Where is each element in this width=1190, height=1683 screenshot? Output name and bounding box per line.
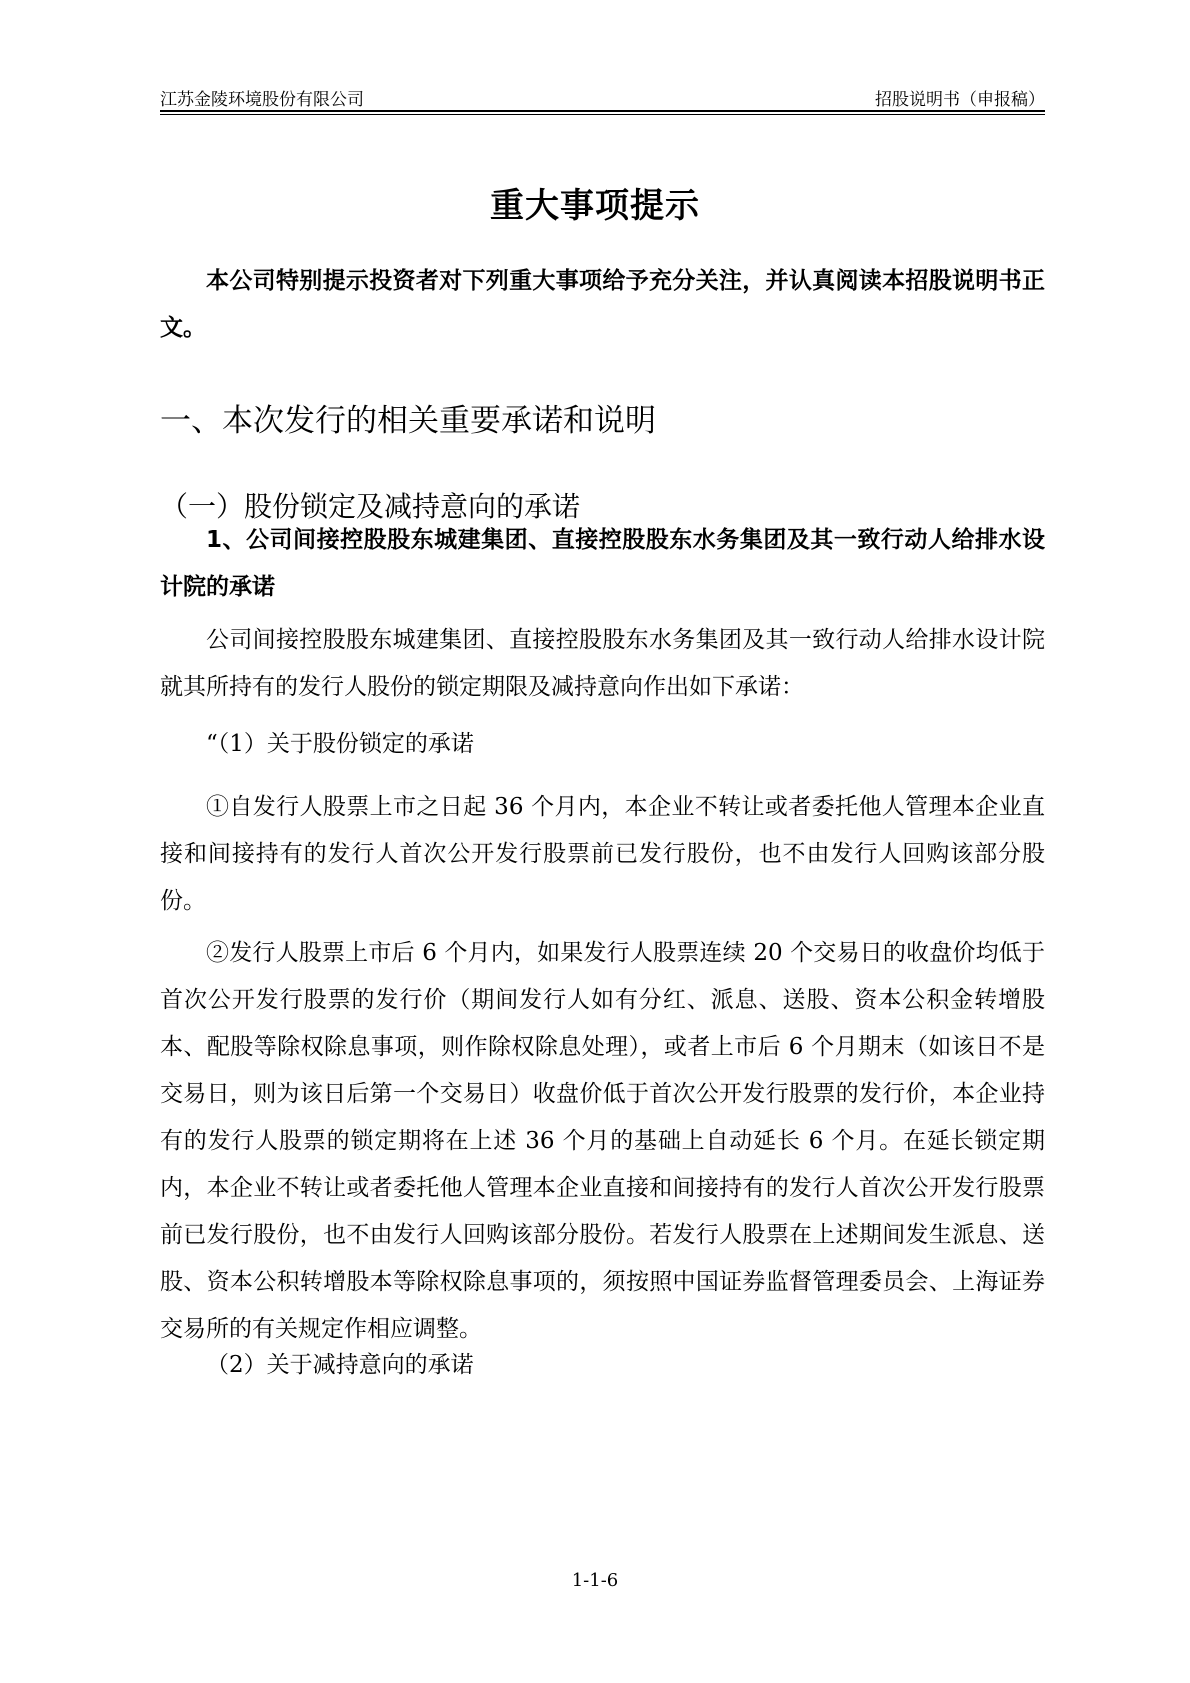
header-rule-thin (160, 114, 1045, 115)
intro-paragraph: 本公司特别提示投资者对下列重大事项给予充分关注，并认真阅读本招股说明书正文。 (160, 268, 1045, 341)
header-rule (160, 110, 1045, 112)
section-heading: 一、本次发行的相关重要承诺和说明 (160, 403, 656, 439)
reduce-commitment-heading: （2）关于减持意向的承诺 (206, 1352, 474, 1378)
header-company: 江苏金陵环境股份有限公司 (160, 90, 364, 110)
item-heading: 1、公司间接控股股东城建集团、直接控股股东水务集团及其一致行动人给排水设计院的承诺 (160, 527, 1045, 600)
header-doc-type: 招股说明书（申报稿） (875, 90, 1045, 110)
lock-commitment-heading: “（1）关于股份锁定的承诺 (206, 731, 474, 757)
item-intro-paragraph: 公司间接控股股东城建集团、直接控股股东水务集团及其一致行动人给排水设计院就其所持有的发行人股份的锁定期限及减持意向作出如下承诺： (160, 627, 1045, 700)
subsection-heading: （一）股份锁定及减持意向的承诺 (160, 490, 581, 523)
page-header (160, 84, 1045, 110)
lock-paragraph-1: ①自发行人股票上市之日起 36 个月内，本企业不转让或者委托他人管理本企业直接和间接持有的发行人首次公开发行股票前已发行股份，也不由发行人回购该部分股份。 (160, 794, 1045, 914)
lock-paragraph-2: ②发行人股票上市后 6 个月内，如果发行人股票连续 20 个交易日的收盘价均低于首次公开发行股票的发行价（期间发行人如有分红、派息、送股、资本公积金转增股本、配股等除权除息事项，则作除权除息处理），或者上市后 6 个月期末（如该日不是交易日，则为该日后第一个交易日）收盘价低于首次公开发行股票的发行价，本企业持有的发行人股票的锁定期将在上述 36 个月的基础上自动延长 6 个月。在延长锁定期内，本企业不转让或者委托他人管理本企业直接和间接持有的发行人首次公开发行股票前已发行股份，也不由发行人回购该部分股份。若发行人股票在上述期间发生派息、送股、资本公积转增股本等除权除息事项的，须按照中国证券监督管理委员会、上海证券交易所的有关规定作相应调整。 (160, 940, 1045, 1342)
page-title: 重大事项提示 (490, 186, 700, 226)
page-number: 1-1-6 (571, 1570, 619, 1591)
